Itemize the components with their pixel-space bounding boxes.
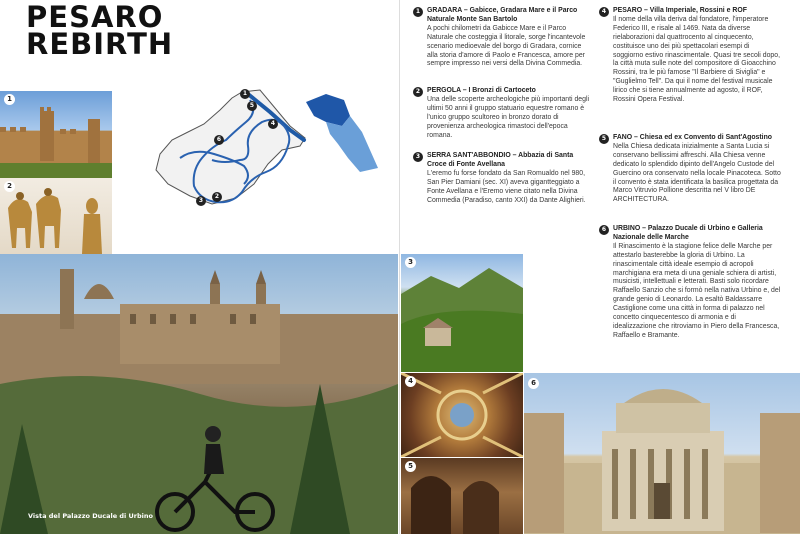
photo-number-badge: 3 <box>405 257 416 268</box>
photo-number-badge: 6 <box>528 378 539 389</box>
entry-number-badge: 3 <box>413 152 423 162</box>
entry-fano <box>601 134 781 205</box>
entry-heading: PERGOLA – I Bronzi di Cartoceto <box>427 87 536 94</box>
route-map <box>150 88 310 208</box>
urbino-skyline-icon <box>0 254 398 534</box>
ideal-city-icon <box>524 373 800 534</box>
photo-villa-imperiale-fresco <box>401 373 523 457</box>
map-marker-6: 6 <box>214 135 224 145</box>
entry-number-badge: 1 <box>413 7 423 17</box>
entry-gradara <box>415 7 592 69</box>
entry-body: Nella Chiesa dedicata inizialmente a Santa Lucia si conservano bellissimi affreschi. Alla Chiesa venne dedicato lo splendido dipinto dell'Angelo Custode del Guercino ora conservato nella locale Pinacoteca. Sotto il convento è stata identificata la basilica progettata da Marco Vitruvio Pollione descritta nel V libro DE ARCHITECTURA. <box>613 142 781 204</box>
entry-body: Il nome della villa deriva dal fondatore, l'imperatore Federico III, e risale al 1469. Nata da diverse rielaborazioni dal quattrocento al cinquecento, costituisce uno dei più spettacolari esempi di soggiorno estivo rinascimentale. Quasi tre secoli dopo, la città muta sulle note del compositore di Gioacchino Rossini, tra le più famose "Il Barbiere di Siviglia" e "Guglielmo Tell". Da qui il nome del festival musicale lirico che si tiene annualmente ad agosto, il ROF, Rossini Opera Festival. <box>613 15 780 104</box>
photo-number-badge: 2 <box>4 181 15 192</box>
photo-bronzi-cartoceto <box>0 178 112 254</box>
entry-number-badge: 4 <box>599 7 609 17</box>
province-map-icon <box>150 88 310 208</box>
map-marker-4: 4 <box>268 119 278 129</box>
entry-pesaro <box>601 7 781 105</box>
entry-serra-sant-abbondio <box>415 152 592 205</box>
photo-ideal-city <box>524 373 800 534</box>
entry-pergola <box>415 87 592 140</box>
page-gutter <box>399 0 400 534</box>
map-marker-1: 1 <box>240 89 250 99</box>
photo-number-badge: 5 <box>405 461 416 472</box>
title-line-2: REBIRTH <box>26 27 174 61</box>
map-marker-5: 5 <box>247 101 257 111</box>
photo-number-badge: 1 <box>4 94 15 105</box>
entry-body: A pochi chilometri da Gabicce Mare e il Parco Naturale che costeggia il litorale, sorge l'incantevole scenario medioevale del borgo di Gradara, cornice alla storia d'amore di Paolo e Francesca, amore per sempre impresso nei versi della Divina Commedia. <box>427 24 586 68</box>
entry-number-badge: 5 <box>599 134 609 144</box>
entry-number-badge: 2 <box>413 87 423 97</box>
photo-sant-agostino-crypt <box>401 458 523 534</box>
entry-urbino <box>601 225 781 341</box>
marche-region-icon <box>304 92 386 174</box>
castle-walls-icon <box>0 91 112 178</box>
entry-heading: GRADARA – Gabicce, Gradara Mare e il Parco Naturale Monte San Bartolo <box>427 7 578 23</box>
entry-heading: URBINO – Palazzo Ducale di Urbino e Galleria Nazionale delle Marche <box>613 225 763 241</box>
map-marker-3: 3 <box>196 196 206 206</box>
entry-body: Il Rinascimento è la stagione felice delle Marche per attestarlo basterebbe la gloria di Urbino. La rinascimentale città ideale esempio di acropoli marchigiana era meta di una geniale schiera di artisti, musicisti, intellettuali e letterati. Basti solo ricordare Raffaello Sanzio che si formò nella nativa Urbino e, del grande genio di Leonardo. La esaltò Baldassarre Castiglione come una città in forma di palazzo nel concetto cinquecentesco di armonia e di idealizzazione che ritroviamo in Piero della Francesca, Raffaello e Bramante. <box>613 242 781 339</box>
photo-urbino-palazzo-ducale <box>0 254 398 534</box>
page-title <box>26 0 174 61</box>
entry-heading: SERRA SANT'ABBONDIO – Abbazia di Santa Croce di Fonte Avellana <box>427 152 574 168</box>
entry-heading: FANO – Chiesa ed ex Convento di Sant'Agostino <box>613 134 772 141</box>
region-locator-map <box>304 92 386 174</box>
fresco-ceiling-icon <box>401 373 523 457</box>
bronze-statues-icon <box>0 178 112 254</box>
photo-gradara-castle <box>0 91 112 178</box>
entry-heading: PESARO – Villa Imperiale, Rossini e ROF <box>613 7 747 14</box>
entry-body: L'eremo fu forse fondato da San Romualdo nel 980, San Pier Damiani (sec. XI) aveva gigantteggiato a Fonte Avellana e l'Eremo viene citato nella Divina Commedia (Paradiso, canto XXI) da Dante Alighieri. <box>427 169 586 204</box>
map-marker-2: 2 <box>212 192 222 202</box>
photo-caption: Vista del Palazzo Ducale di Urbino <box>28 512 153 520</box>
photo-fonte-avellana <box>401 254 523 372</box>
photo-number-badge: 4 <box>405 376 416 387</box>
monastery-hills-icon <box>401 254 523 372</box>
title-line-1: PESARO <box>26 0 164 34</box>
entry-body: Una delle scoperte archeologiche più importanti degli ultimi 50 anni il gruppo statuario equestre romano è l'unico gruppo scultoreo in bronzo dorato di provenienza archeologica rimastoci dell'epoca romana. <box>427 95 590 139</box>
entry-number-badge: 6 <box>599 225 609 235</box>
crypt-icon <box>401 458 523 534</box>
